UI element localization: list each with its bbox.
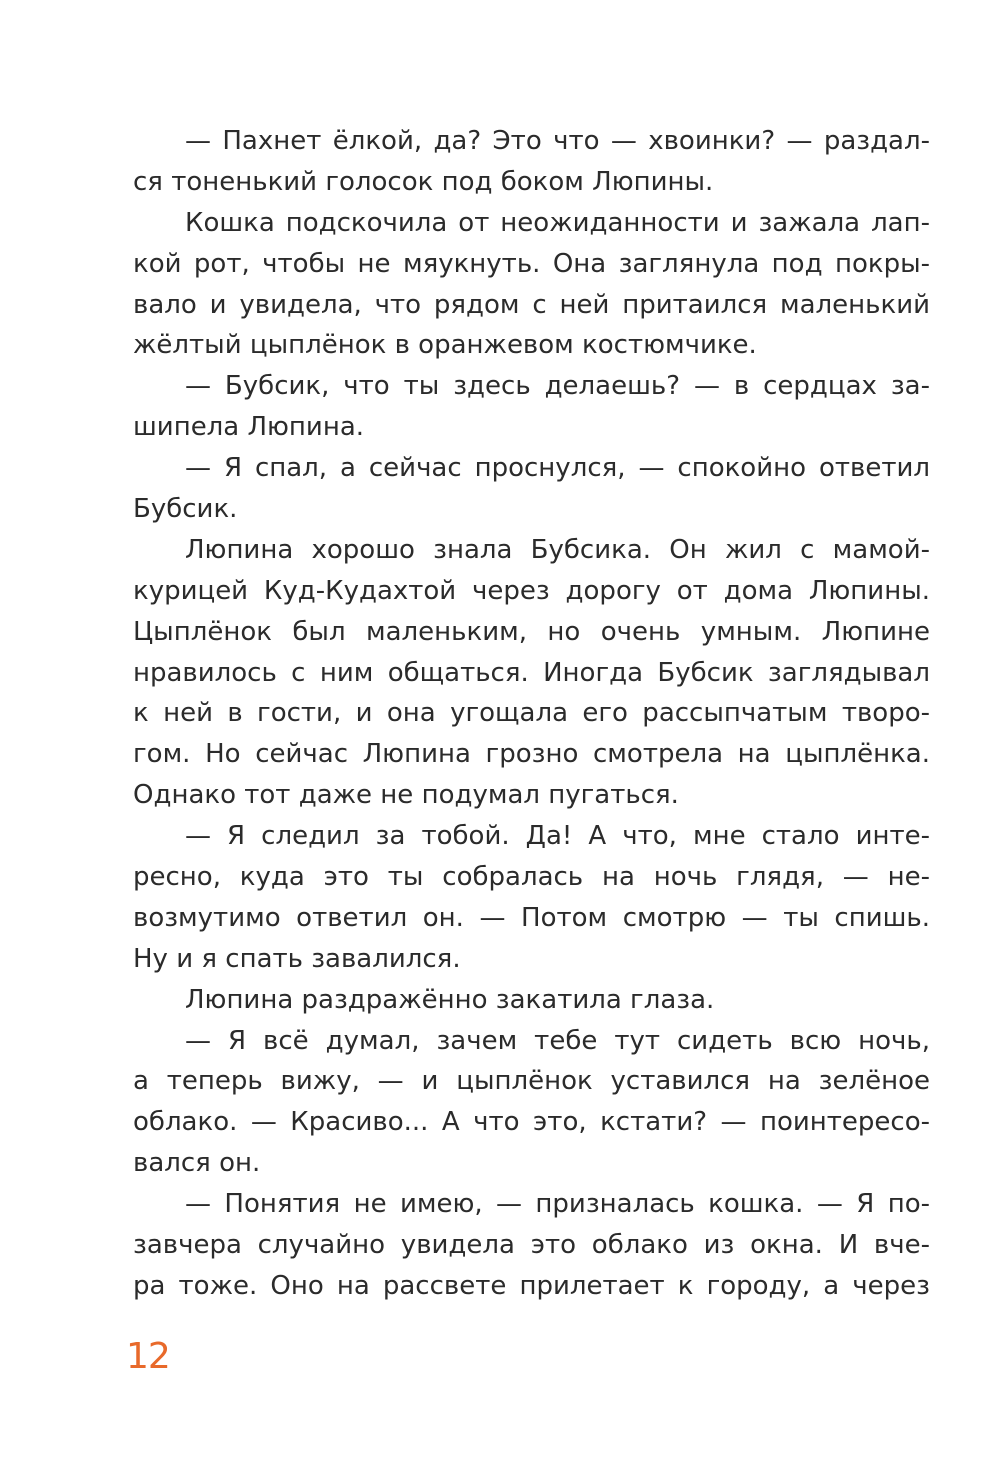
text-line: вало и увидела, что рядом с ней притаился маленький <box>133 289 930 320</box>
text-line: Однако тот даже не подумал пугаться. <box>133 780 679 811</box>
text-line: курицей Куд-Кудахтой через дорогу от дома Люпины. <box>133 575 930 606</box>
text-line: шипела Люпина. <box>133 412 365 443</box>
text-line: Люпина хорошо знала Бубсика. Он жил с мамой- <box>185 534 930 565</box>
text-line: кой рот, чтобы не мяукнуть. Она заглянула под покры- <box>133 248 930 279</box>
text-line: — Бубсик, что ты здесь делаешь? — в сердцах за- <box>185 371 930 402</box>
text-line: облако. — Красиво... А что это, кстати? — поинтересо- <box>133 1107 930 1138</box>
text-line: гом. Но сейчас Люпина грозно смотрела на цыплёнка. <box>133 739 930 770</box>
text-line: — Я следил за тобой. Да! А что, мне стало инте- <box>185 821 930 852</box>
text-line: вался он. <box>133 1148 261 1179</box>
text-line: а теперь вижу, — и цыплёнок уставился на зелёное <box>133 1066 930 1097</box>
text-line: Кошка подскочила от неожиданности и зажала лап- <box>185 207 930 238</box>
text-line: жёлтый цыплёнок в оранжевом костюмчике. <box>133 330 757 361</box>
text-line: возмутимо ответил он. — Потом смотрю — ты спишь. <box>133 902 930 933</box>
body-text <box>133 121 930 1307</box>
text-line: — Я всё думал, зачем тебе тут сидеть всю ночь, <box>185 1025 930 1056</box>
text-line: Ну и я спать завалился. <box>133 943 461 974</box>
text-line: Люпина раздражённо закатила глаза. <box>185 984 715 1015</box>
text-line: — Понятия не имею, — призналась кошка. — Я по- <box>185 1189 930 1220</box>
text-line: ра тоже. Оно на рассвете прилетает к городу, а через <box>133 1270 930 1301</box>
text-line: ся тоненький голосок под боком Люпины. <box>133 166 714 197</box>
text-line: — Я спал, а сейчас проснулся, — спокойно ответил <box>185 453 930 484</box>
text-line: ресно, куда это ты собралась на ночь глядя, — не- <box>133 862 930 893</box>
text-line: к ней в гости, и она угощала его рассыпчатым творо- <box>133 698 930 729</box>
text-line: Бубсик. <box>133 494 238 525</box>
text-line: Цыплёнок был маленьким, но очень умным. Люпине <box>133 616 930 647</box>
text-line: нравилось с ним общаться. Иногда Бубсик заглядывал <box>133 657 930 688</box>
page-number: 12 <box>126 1336 170 1377</box>
text-line: завчера случайно увидела это облако из окна. И вче- <box>133 1230 930 1261</box>
text-line: — Пахнет ёлкой, да? Это что — хвоинки? — раздал- <box>185 126 930 156</box>
